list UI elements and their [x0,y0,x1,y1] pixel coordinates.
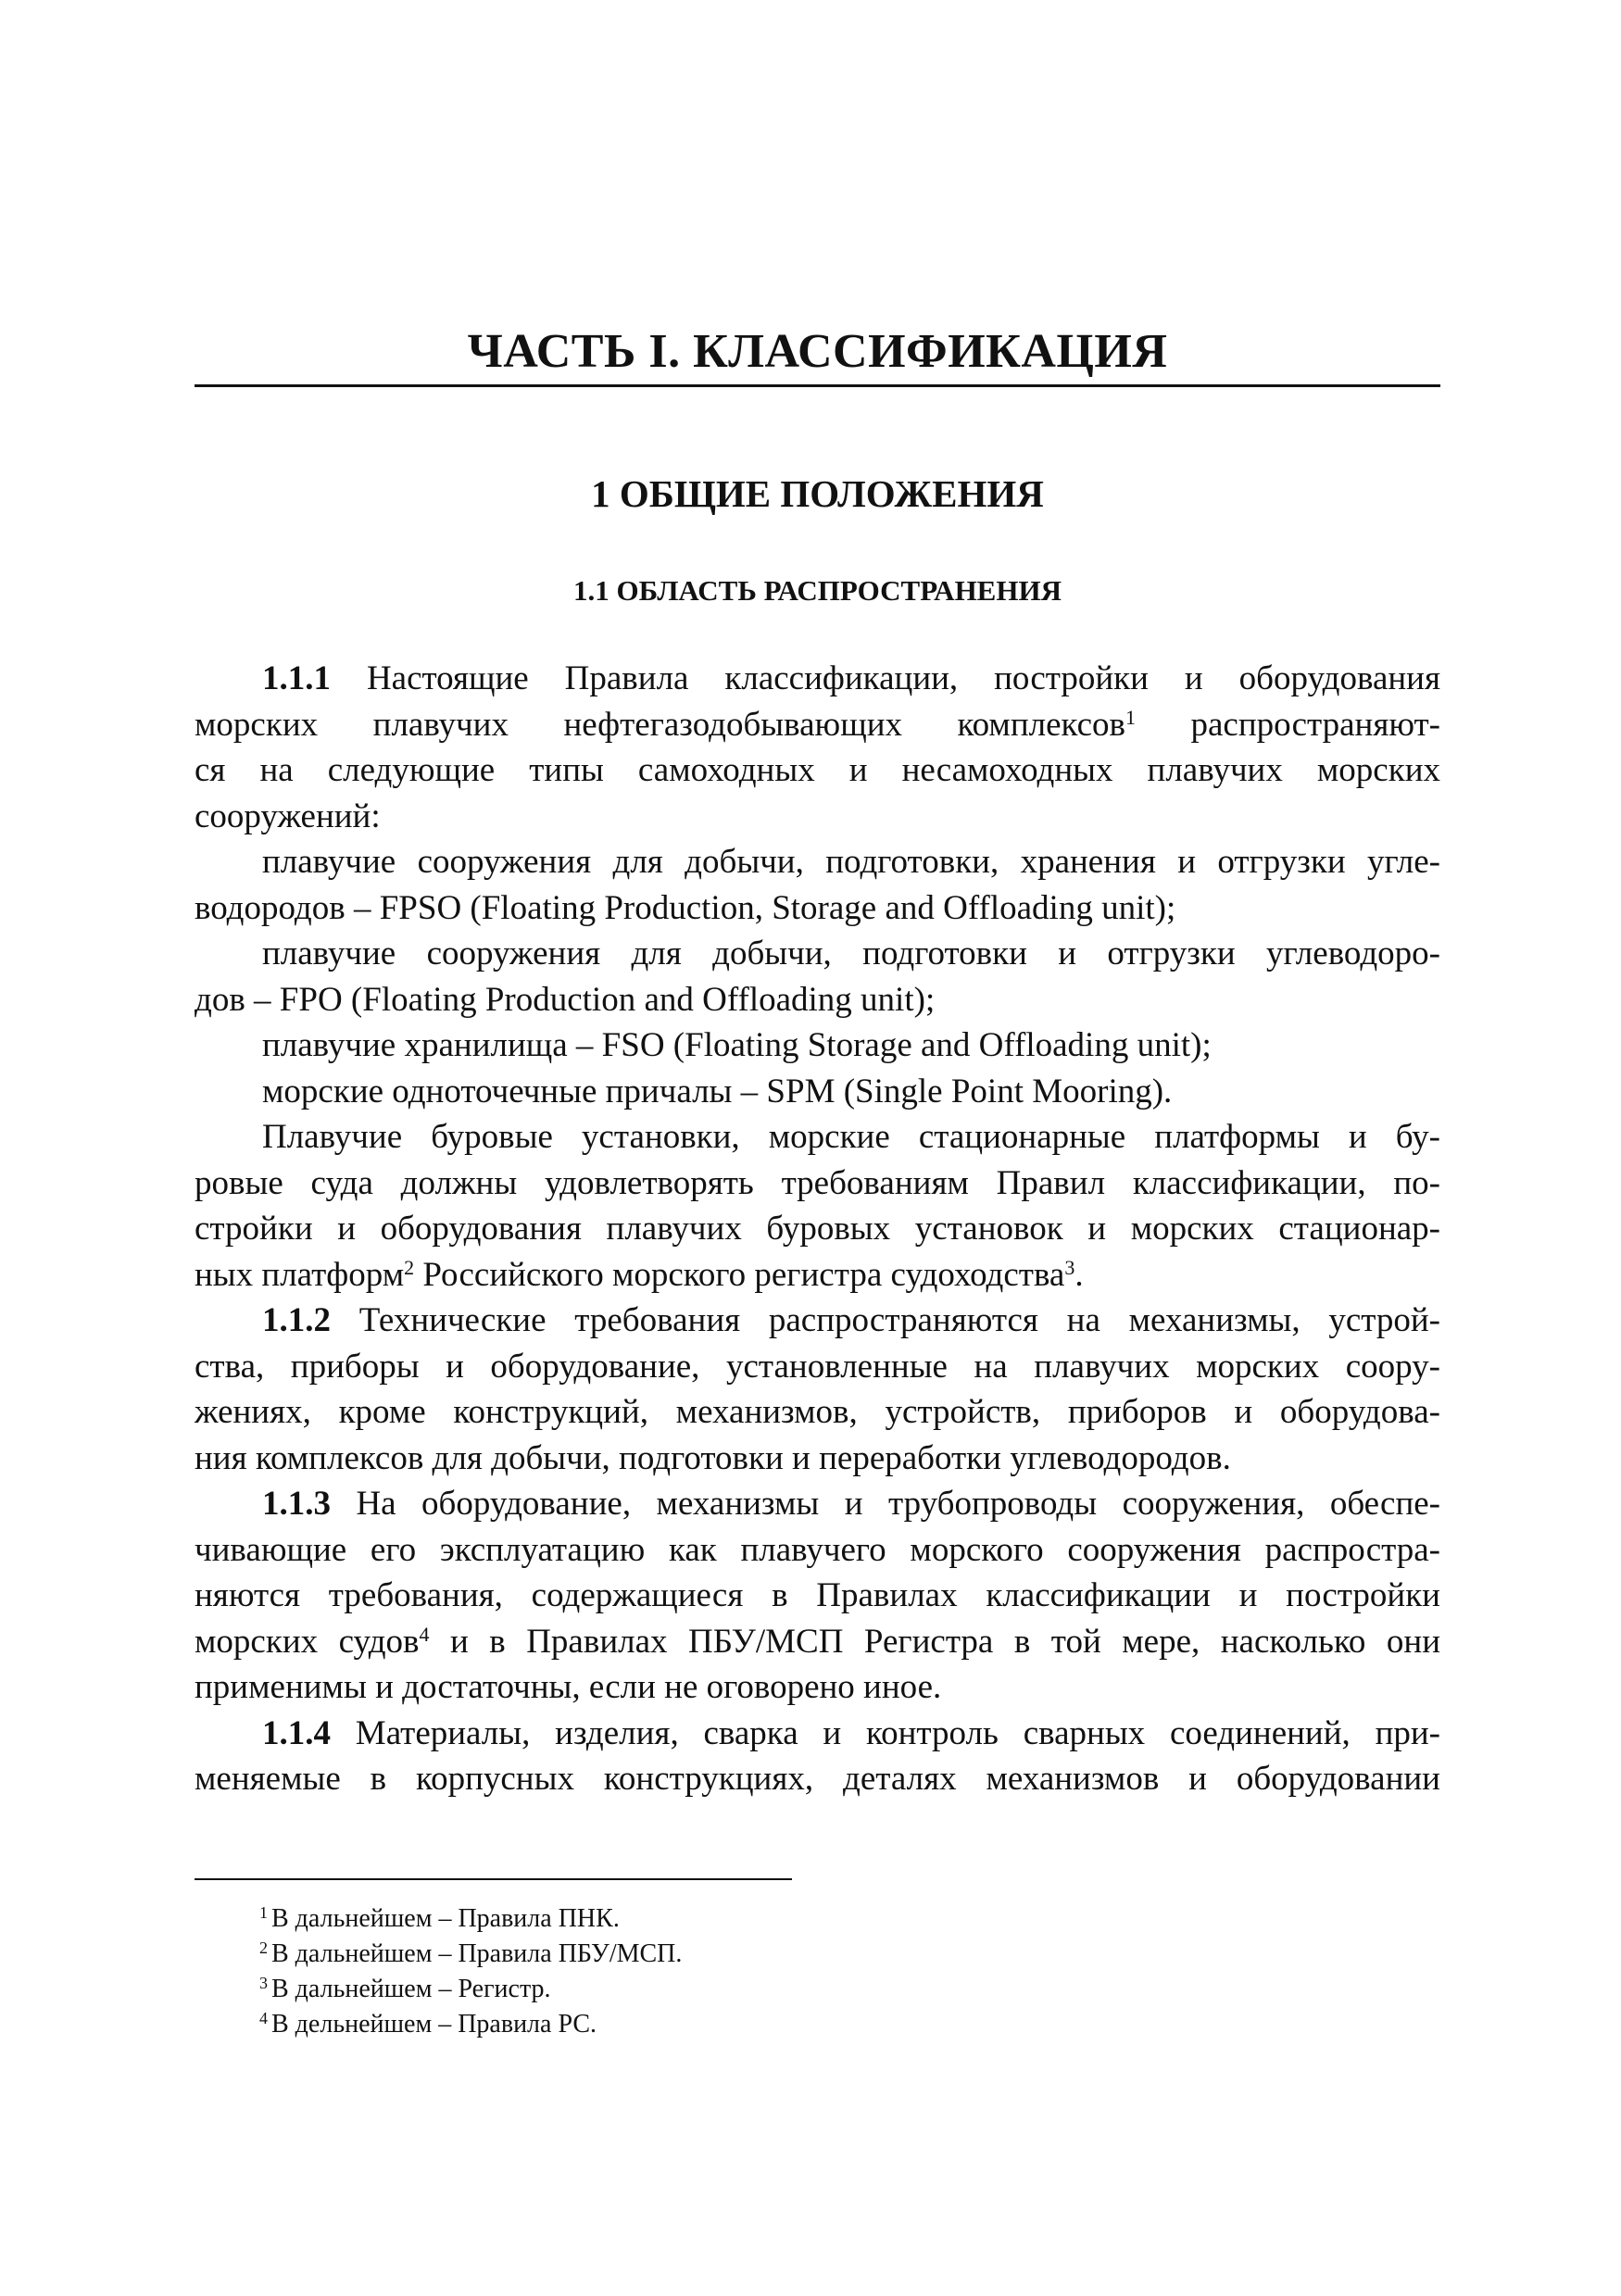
paragraph-1-1-2-line: ния комплексов для добычи, подготовки и переработки углеводородов. [195,1438,1231,1477]
body-text [195,656,1440,1802]
paragraph-1-1-3-line: морских судов$^4$ и в Правилах ПБУ/МСП Регистра в той мере, насколько они [195,1622,1441,1661]
paragraph-1-1-4-line: 1.1.4 Материалы, изделия, сварка и контроль сварных соединений, при- [262,1713,1440,1752]
clause-number: 1.1.4 [262,1713,331,1752]
paragraph-1-1-3-line: применимы и достаточны, если не оговорено иное. [195,1668,942,1706]
clause-number: 1.1.1 [262,659,331,697]
footnote: $^4$ В дельнейшем – Правила РС. [259,2009,597,2039]
clause-number: 1.1.3 [262,1485,331,1523]
list-item: дов – FPO (Floating Production and Offloading unit); [195,980,936,1019]
list-item: плавучие сооружения для добычи, подготовки и отгрузки углеводоро- [262,935,1440,972]
footnote-reference: 1 [1125,705,1136,729]
paragraph-1-1-1-line: сооружений: [195,797,381,835]
footnote-reference: 2 [404,1255,415,1279]
paragraph-rigs-line: ных платформ$^2$ Российского морского регистра судоходства$^3$. [195,1255,1084,1294]
footnote-mark: 3 [259,1974,268,1992]
footnote: $^2$ В дальнейшем – Правила ПБУ/МСП. [259,1938,683,1968]
footnote-reference: 3 [1064,1255,1075,1279]
footnote: $^3$ В дальнейшем – Регистр. [259,1974,551,2003]
footnote-mark: 4 [259,2009,268,2027]
paragraph-rigs-line: Плавучие буровые установки, морские стационарные платформы и бу- [262,1118,1440,1156]
paragraph-1-1-3-line: 1.1.3 На оборудование, механизмы и трубопроводы сооружения, обеспе- [262,1485,1440,1523]
subsection-title: 1.1 ОБЛАСТЬ РАСПРОСТРАНЕНИЯ [573,574,1062,607]
title-underline [195,384,1440,387]
footnotes [259,1901,1371,2042]
footnote-reference: 4 [419,1622,430,1646]
paragraph-1-1-3-line: няются требования, содержащиеся в Правилах классификации и постройки [195,1576,1440,1614]
paragraph-rigs-line: ровые суда должны удовлетворять требованиям Правил классификации, по- [195,1163,1440,1202]
section-title: 1 ОБЩИЕ ПОЛОЖЕНИЯ [591,472,1044,515]
list-item: плавучие сооружения для добычи, подготовки, хранения и отгрузки угле- [262,843,1440,881]
footnote: $^1$ В дальнейшем – Правила ПНК. [259,1903,620,1933]
list-item: плавучие хранилища – FSO (Floating Storage and Offloading unit); [262,1026,1212,1064]
paragraph-1-1-1-line: морских плавучих нефтегазодобывающих комплексов$^1$ распространяют- [195,705,1440,744]
paragraph-1-1-3-line: чивающие его эксплуатацию как плавучего морского сооружения распростра- [195,1530,1440,1569]
footnote-mark: 2 [259,1938,268,1957]
paragraph-rigs-line: стройки и оборудования плавучих буровых установок и морских стационар- [195,1210,1440,1248]
list-item: морские одноточечные причалы – SPM (Single Point Mooring). [262,1072,1173,1110]
footnote-separator [195,1878,792,1880]
paragraph-1-1-2-line: жениях, кроме конструкций, механизмов, устройств, приборов и оборудова- [195,1393,1440,1431]
paragraph-1-1-2-line: 1.1.2 Технические требования распространяются на механизмы, устрой- [262,1301,1440,1339]
clause-number: 1.1.2 [262,1301,331,1339]
list-item: водородов – FPSO (Floating Production, Storage and Offloading unit); [195,888,1176,927]
paragraph-1-1-1-line: 1.1.1 Настоящие Правила классификации, постройки и оборудования [262,659,1440,697]
paragraph-1-1-1-line: ся на следующие типы самоходных и несамоходных плавучих морских [195,751,1440,789]
paragraph-1-1-4-line: меняемые в корпусных конструкциях, деталях механизмов и оборудовании [195,1760,1440,1798]
footnote-mark: 1 [259,1903,268,1922]
paragraph-1-1-2-line: ства, приборы и оборудование, установленные на плавучих морских соору- [195,1347,1440,1386]
part-title: ЧАСТЬ I. КЛАССИФИКАЦИЯ [467,325,1168,378]
